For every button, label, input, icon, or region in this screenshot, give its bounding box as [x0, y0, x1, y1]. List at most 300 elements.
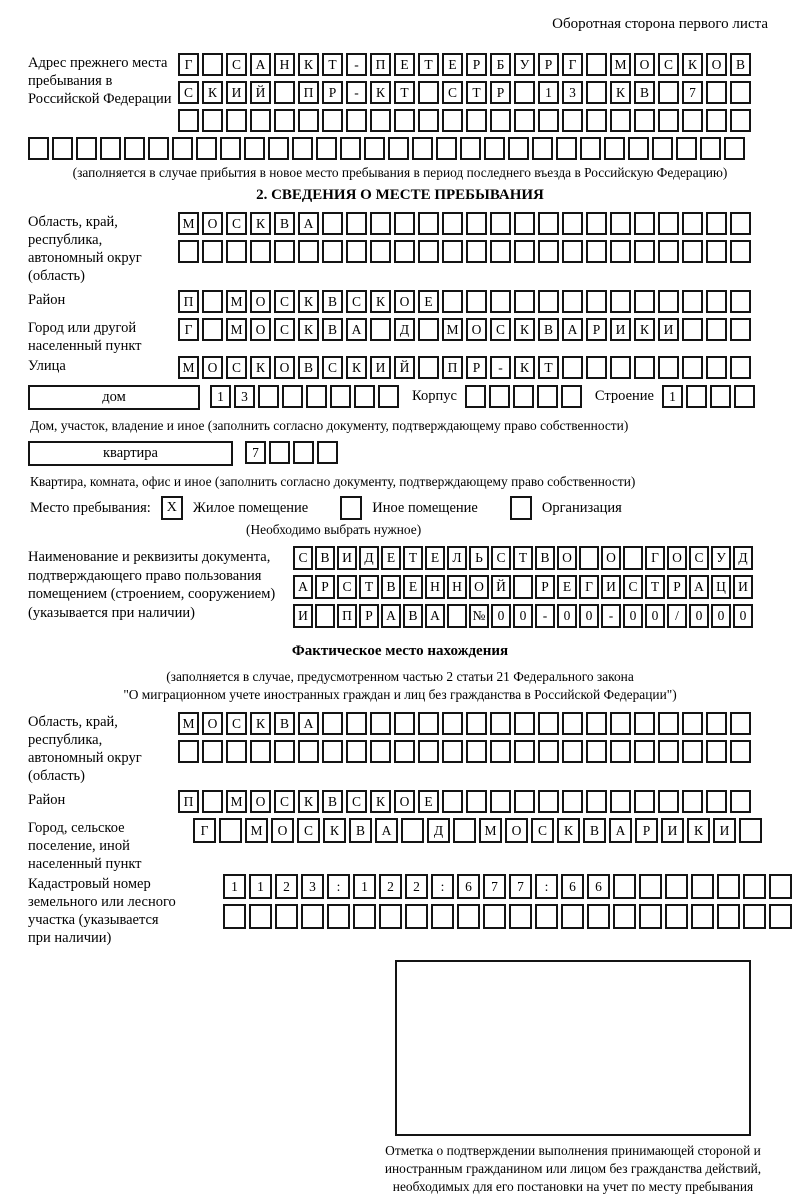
char-box[interactable]: С	[658, 53, 679, 76]
char-box[interactable]: Г	[193, 818, 216, 843]
char-box[interactable]	[322, 109, 343, 132]
char-box[interactable]	[76, 137, 97, 160]
char-box[interactable]: К	[370, 290, 391, 313]
char-box[interactable]: О	[250, 318, 271, 341]
char-box[interactable]: И	[226, 81, 247, 104]
char-box[interactable]: 1	[353, 874, 376, 899]
char-box[interactable]	[269, 441, 290, 464]
char-box[interactable]	[586, 712, 607, 735]
char-box[interactable]	[610, 109, 631, 132]
char-box[interactable]: К	[298, 290, 319, 313]
char-box[interactable]: С	[623, 575, 643, 599]
char-box[interactable]	[743, 874, 766, 899]
char-box[interactable]: К	[514, 356, 535, 379]
char-box[interactable]: Д	[733, 546, 753, 570]
char-box[interactable]	[562, 790, 583, 813]
char-box[interactable]: :	[431, 874, 454, 899]
char-box[interactable]	[730, 740, 751, 763]
char-box[interactable]	[682, 318, 703, 341]
char-box[interactable]: Р	[667, 575, 687, 599]
char-box[interactable]	[364, 137, 385, 160]
char-box[interactable]	[710, 385, 731, 408]
char-box[interactable]	[658, 740, 679, 763]
char-box[interactable]: 0	[711, 604, 731, 628]
char-box[interactable]	[676, 137, 697, 160]
char-box[interactable]: Т	[513, 546, 533, 570]
char-box[interactable]	[508, 137, 529, 160]
char-box[interactable]	[706, 318, 727, 341]
char-box[interactable]: 2	[275, 874, 298, 899]
char-box[interactable]	[275, 904, 298, 929]
char-box[interactable]	[682, 356, 703, 379]
char-box[interactable]: Р	[535, 575, 555, 599]
char-box[interactable]: К	[687, 818, 710, 843]
char-box[interactable]	[394, 212, 415, 235]
char-box[interactable]	[610, 790, 631, 813]
char-box[interactable]	[610, 212, 631, 235]
char-box[interactable]: О	[250, 290, 271, 313]
char-box[interactable]	[514, 290, 535, 313]
char-box[interactable]: В	[403, 604, 423, 628]
char-box[interactable]: 7	[509, 874, 532, 899]
char-box[interactable]	[724, 137, 745, 160]
char-box[interactable]: В	[535, 546, 555, 570]
char-box[interactable]	[292, 137, 313, 160]
char-box[interactable]	[250, 109, 271, 132]
char-box[interactable]: Д	[394, 318, 415, 341]
char-box[interactable]	[466, 290, 487, 313]
char-box[interactable]	[717, 904, 740, 929]
char-box[interactable]: :	[535, 874, 558, 899]
char-box[interactable]	[178, 740, 199, 763]
char-box[interactable]	[340, 137, 361, 160]
char-box[interactable]	[202, 790, 223, 813]
char-box[interactable]	[610, 240, 631, 263]
char-box[interactable]	[682, 240, 703, 263]
char-box[interactable]	[730, 290, 751, 313]
char-box[interactable]: Д	[427, 818, 450, 843]
char-box[interactable]	[418, 740, 439, 763]
char-box[interactable]: Е	[425, 546, 445, 570]
char-box[interactable]: Е	[381, 546, 401, 570]
char-box[interactable]: 3	[234, 385, 255, 408]
char-box[interactable]: -	[346, 81, 367, 104]
char-box[interactable]	[538, 740, 559, 763]
char-box[interactable]	[483, 904, 506, 929]
char-box[interactable]	[394, 109, 415, 132]
char-box[interactable]	[613, 904, 636, 929]
char-box[interactable]: И	[658, 318, 679, 341]
char-box[interactable]	[706, 109, 727, 132]
char-box[interactable]	[274, 81, 295, 104]
char-box[interactable]	[412, 137, 433, 160]
char-box[interactable]: И	[337, 546, 357, 570]
char-box[interactable]: Т	[394, 81, 415, 104]
char-box[interactable]: Н	[447, 575, 467, 599]
char-box[interactable]	[447, 604, 467, 628]
char-box[interactable]: Р	[466, 356, 487, 379]
char-box[interactable]: С	[442, 81, 463, 104]
char-box[interactable]	[514, 740, 535, 763]
char-box[interactable]	[682, 109, 703, 132]
char-box[interactable]	[743, 904, 766, 929]
char-box[interactable]: М	[226, 790, 247, 813]
char-box[interactable]	[298, 740, 319, 763]
char-box[interactable]	[739, 818, 762, 843]
char-box[interactable]: О	[202, 712, 223, 735]
char-box[interactable]: У	[711, 546, 731, 570]
char-box[interactable]	[682, 290, 703, 313]
char-box[interactable]	[346, 740, 367, 763]
char-box[interactable]	[274, 740, 295, 763]
char-box[interactable]: В	[274, 712, 295, 735]
char-box[interactable]	[514, 212, 535, 235]
char-box[interactable]	[418, 212, 439, 235]
char-box[interactable]: 2	[405, 874, 428, 899]
char-box[interactable]	[466, 109, 487, 132]
char-box[interactable]	[604, 137, 625, 160]
char-box[interactable]	[586, 53, 607, 76]
char-box[interactable]	[457, 904, 480, 929]
char-box[interactable]	[514, 109, 535, 132]
char-box[interactable]	[460, 137, 481, 160]
char-box[interactable]	[490, 740, 511, 763]
char-box[interactable]: №	[469, 604, 489, 628]
char-box[interactable]: П	[442, 356, 463, 379]
char-box[interactable]	[353, 904, 376, 929]
char-box[interactable]	[562, 212, 583, 235]
char-box[interactable]	[226, 240, 247, 263]
char-box[interactable]	[370, 240, 391, 263]
char-box[interactable]	[258, 385, 279, 408]
char-box[interactable]: О	[394, 790, 415, 813]
char-box[interactable]	[730, 109, 751, 132]
char-box[interactable]: М	[178, 212, 199, 235]
char-box[interactable]: С	[226, 212, 247, 235]
char-box[interactable]: О	[394, 290, 415, 313]
char-box[interactable]	[634, 356, 655, 379]
char-box[interactable]	[453, 818, 476, 843]
char-box[interactable]	[586, 212, 607, 235]
char-box[interactable]: Т	[645, 575, 665, 599]
char-box[interactable]	[658, 81, 679, 104]
char-box[interactable]	[513, 385, 534, 408]
char-box[interactable]: О	[202, 212, 223, 235]
char-box[interactable]	[682, 212, 703, 235]
char-box[interactable]	[370, 712, 391, 735]
char-box[interactable]	[490, 712, 511, 735]
char-box[interactable]	[490, 109, 511, 132]
char-box[interactable]	[634, 240, 655, 263]
char-box[interactable]	[538, 712, 559, 735]
char-box[interactable]: Г	[178, 318, 199, 341]
char-box[interactable]: П	[178, 290, 199, 313]
char-box[interactable]	[652, 137, 673, 160]
char-box[interactable]: Й	[491, 575, 511, 599]
char-box[interactable]	[634, 109, 655, 132]
char-box[interactable]	[586, 740, 607, 763]
char-box[interactable]: Т	[466, 81, 487, 104]
char-box[interactable]	[484, 137, 505, 160]
char-box[interactable]: А	[298, 212, 319, 235]
char-box[interactable]: К	[346, 356, 367, 379]
char-box[interactable]	[538, 212, 559, 235]
char-box[interactable]	[658, 712, 679, 735]
char-box[interactable]	[394, 712, 415, 735]
char-box[interactable]: Б	[490, 53, 511, 76]
char-box[interactable]	[730, 790, 751, 813]
char-box[interactable]	[418, 109, 439, 132]
char-box[interactable]	[658, 356, 679, 379]
char-box[interactable]	[250, 240, 271, 263]
char-box[interactable]	[250, 740, 271, 763]
char-box[interactable]	[172, 137, 193, 160]
char-box[interactable]: К	[370, 790, 391, 813]
char-box[interactable]: 7	[682, 81, 703, 104]
char-box[interactable]	[354, 385, 375, 408]
char-box[interactable]	[298, 109, 319, 132]
char-box[interactable]: К	[298, 53, 319, 76]
char-box[interactable]: Т	[403, 546, 423, 570]
char-box[interactable]: В	[274, 212, 295, 235]
char-box[interactable]	[665, 874, 688, 899]
char-box[interactable]	[562, 356, 583, 379]
char-box[interactable]	[639, 904, 662, 929]
char-box[interactable]	[610, 290, 631, 313]
char-box[interactable]	[466, 740, 487, 763]
char-box[interactable]: С	[274, 790, 295, 813]
char-box[interactable]	[514, 790, 535, 813]
char-box[interactable]: К	[557, 818, 580, 843]
char-box[interactable]	[346, 240, 367, 263]
char-box[interactable]	[586, 109, 607, 132]
char-box[interactable]: И	[601, 575, 621, 599]
char-box[interactable]: 1	[249, 874, 272, 899]
char-box[interactable]	[682, 712, 703, 735]
char-box[interactable]: 0	[733, 604, 753, 628]
char-box[interactable]	[249, 904, 272, 929]
char-box[interactable]: Р	[359, 604, 379, 628]
char-box[interactable]: С	[491, 546, 511, 570]
char-box[interactable]	[346, 109, 367, 132]
char-box[interactable]: 0	[623, 604, 643, 628]
char-box[interactable]: О	[469, 575, 489, 599]
char-box[interactable]: В	[315, 546, 335, 570]
char-box[interactable]: :	[327, 874, 350, 899]
char-box[interactable]: 0	[689, 604, 709, 628]
char-box[interactable]: И	[733, 575, 753, 599]
char-box[interactable]	[535, 904, 558, 929]
char-box[interactable]	[514, 240, 535, 263]
char-box[interactable]	[202, 290, 223, 313]
char-box[interactable]	[538, 240, 559, 263]
char-box[interactable]: 0	[579, 604, 599, 628]
char-box[interactable]: П	[337, 604, 357, 628]
char-box[interactable]	[586, 81, 607, 104]
char-box[interactable]	[730, 212, 751, 235]
char-box[interactable]	[537, 385, 558, 408]
char-box[interactable]	[202, 740, 223, 763]
char-box[interactable]	[579, 546, 599, 570]
char-box[interactable]: Й	[394, 356, 415, 379]
char-box[interactable]: Р	[538, 53, 559, 76]
char-box[interactable]	[634, 290, 655, 313]
char-box[interactable]	[561, 904, 584, 929]
char-box[interactable]: 7	[483, 874, 506, 899]
char-box[interactable]: 6	[587, 874, 610, 899]
char-box[interactable]: Р	[635, 818, 658, 843]
char-box[interactable]	[706, 790, 727, 813]
char-box[interactable]: Г	[562, 53, 583, 76]
char-box[interactable]	[219, 818, 242, 843]
char-box[interactable]	[370, 740, 391, 763]
char-box[interactable]	[226, 740, 247, 763]
char-box[interactable]	[562, 740, 583, 763]
char-box[interactable]: С	[297, 818, 320, 843]
char-box[interactable]	[466, 712, 487, 735]
char-box[interactable]: Р	[466, 53, 487, 76]
char-box[interactable]: Г	[579, 575, 599, 599]
char-box[interactable]: С	[346, 790, 367, 813]
char-box[interactable]: А	[298, 712, 319, 735]
char-box[interactable]: Т	[418, 53, 439, 76]
char-box[interactable]: К	[323, 818, 346, 843]
checkbox-organizatsiya[interactable]	[510, 496, 532, 520]
char-box[interactable]: В	[538, 318, 559, 341]
char-box[interactable]	[301, 904, 324, 929]
char-box[interactable]	[418, 712, 439, 735]
char-box[interactable]	[706, 240, 727, 263]
char-box[interactable]: Ь	[469, 546, 489, 570]
char-box[interactable]	[346, 212, 367, 235]
char-box[interactable]: В	[583, 818, 606, 843]
char-box[interactable]: И	[293, 604, 313, 628]
char-box[interactable]: С	[226, 356, 247, 379]
char-box[interactable]	[706, 290, 727, 313]
char-box[interactable]	[532, 137, 553, 160]
char-box[interactable]: 0	[557, 604, 577, 628]
char-box[interactable]: 3	[562, 81, 583, 104]
char-box[interactable]	[613, 874, 636, 899]
char-box[interactable]	[466, 790, 487, 813]
char-box[interactable]: Л	[447, 546, 467, 570]
char-box[interactable]: Р	[315, 575, 335, 599]
char-box[interactable]	[442, 240, 463, 263]
char-box[interactable]	[466, 240, 487, 263]
char-box[interactable]	[587, 904, 610, 929]
char-box[interactable]	[28, 137, 49, 160]
char-box[interactable]: Н	[274, 53, 295, 76]
char-box[interactable]	[378, 385, 399, 408]
char-box[interactable]	[682, 740, 703, 763]
char-box[interactable]	[706, 212, 727, 235]
char-box[interactable]: Р	[586, 318, 607, 341]
char-box[interactable]	[634, 790, 655, 813]
char-box[interactable]	[586, 356, 607, 379]
char-box[interactable]	[665, 904, 688, 929]
char-box[interactable]: 6	[457, 874, 480, 899]
char-box[interactable]: Г	[645, 546, 665, 570]
char-box[interactable]: И	[661, 818, 684, 843]
char-box[interactable]: 0	[645, 604, 665, 628]
char-box[interactable]: М	[245, 818, 268, 843]
char-box[interactable]	[418, 318, 439, 341]
char-box[interactable]	[52, 137, 73, 160]
char-box[interactable]	[124, 137, 145, 160]
char-box[interactable]: Т	[538, 356, 559, 379]
char-box[interactable]: С	[226, 53, 247, 76]
char-box[interactable]	[202, 53, 223, 76]
char-box[interactable]: С	[178, 81, 199, 104]
char-box[interactable]	[490, 212, 511, 235]
char-box[interactable]	[322, 240, 343, 263]
char-box[interactable]: В	[381, 575, 401, 599]
char-box[interactable]: А	[609, 818, 632, 843]
char-box[interactable]: Т	[359, 575, 379, 599]
char-box[interactable]: А	[250, 53, 271, 76]
char-box[interactable]	[658, 790, 679, 813]
char-box[interactable]	[268, 137, 289, 160]
char-box[interactable]: 0	[513, 604, 533, 628]
char-box[interactable]: И	[370, 356, 391, 379]
char-box[interactable]	[634, 212, 655, 235]
char-box[interactable]: К	[250, 712, 271, 735]
char-box[interactable]	[717, 874, 740, 899]
char-box[interactable]: Е	[403, 575, 423, 599]
char-box[interactable]: Е	[418, 290, 439, 313]
char-box[interactable]: Р	[490, 81, 511, 104]
char-box[interactable]: К	[682, 53, 703, 76]
char-box[interactable]	[196, 137, 217, 160]
char-box[interactable]	[316, 137, 337, 160]
char-box[interactable]: К	[202, 81, 223, 104]
char-box[interactable]	[634, 740, 655, 763]
char-box[interactable]	[442, 712, 463, 735]
char-box[interactable]: О	[634, 53, 655, 76]
char-box[interactable]	[346, 712, 367, 735]
char-box[interactable]: О	[667, 546, 687, 570]
char-box[interactable]	[700, 137, 721, 160]
char-box[interactable]: К	[634, 318, 655, 341]
char-box[interactable]: С	[322, 356, 343, 379]
char-box[interactable]: М	[226, 318, 247, 341]
char-box[interactable]	[509, 904, 532, 929]
char-box[interactable]	[178, 109, 199, 132]
char-box[interactable]	[330, 385, 351, 408]
char-box[interactable]: К	[250, 212, 271, 235]
char-box[interactable]: /	[667, 604, 687, 628]
char-box[interactable]	[623, 546, 643, 570]
char-box[interactable]: М	[178, 356, 199, 379]
char-box[interactable]	[730, 712, 751, 735]
char-box[interactable]: Й	[250, 81, 271, 104]
char-box[interactable]	[178, 240, 199, 263]
char-box[interactable]	[610, 356, 631, 379]
char-box[interactable]	[706, 712, 727, 735]
char-box[interactable]: Е	[557, 575, 577, 599]
char-box[interactable]	[223, 904, 246, 929]
char-box[interactable]	[730, 356, 751, 379]
char-box[interactable]	[490, 290, 511, 313]
char-box[interactable]: К	[298, 790, 319, 813]
char-box[interactable]	[734, 385, 755, 408]
char-box[interactable]: Е	[418, 790, 439, 813]
char-box[interactable]	[730, 240, 751, 263]
char-box[interactable]	[682, 790, 703, 813]
char-box[interactable]	[489, 385, 510, 408]
char-box[interactable]: 2	[379, 874, 402, 899]
char-box[interactable]: -	[490, 356, 511, 379]
